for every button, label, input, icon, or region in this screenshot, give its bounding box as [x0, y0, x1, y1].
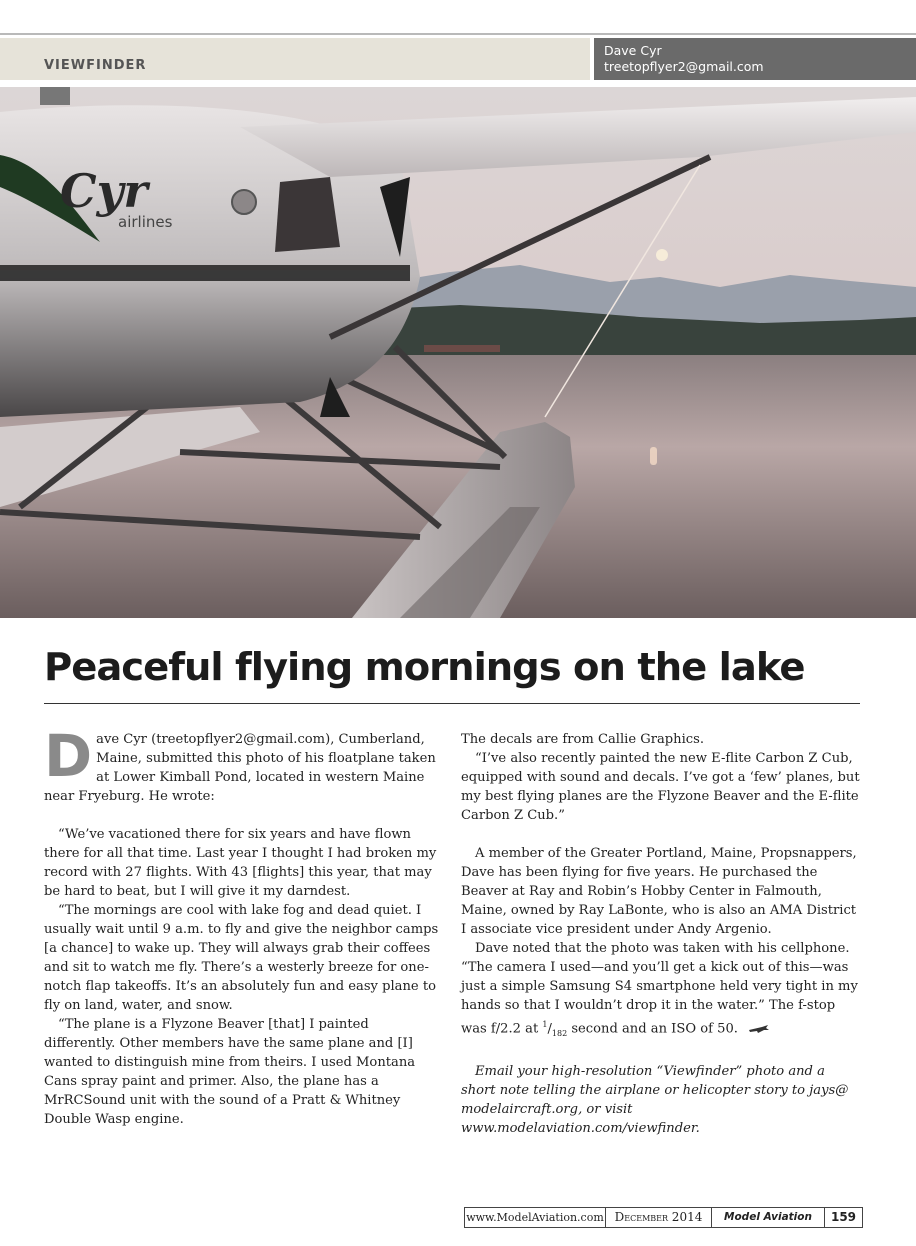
column-left [44, 722, 444, 1129]
paragraph-7: A member of the Greater Portland, Maine, Propsnappers, Dave has been flying for five years. He purchased the Beaver at Ray and Robin’s Hobby Center in Falmouth, Maine, owned by Ray LaBonte, who is also an AMA District I associate vice president under Andy Argenio. [461, 846, 857, 937]
fuselage-stripe [0, 265, 410, 281]
footer-magazine: Model Aviation [712, 1208, 825, 1227]
footer-issue: December 2014 [606, 1208, 712, 1227]
decal-text: Cyr [60, 164, 148, 218]
paragraph-4: “The plane is a Flyzone Beaver [that] I painted differently. Other members have the same plane and [I] wanted to distinguish mine from theirs. I used Montana Cans spray paint and primer. Also, the plane has a MrRCSound unit with the sound of a Pratt & Whitney Double Wasp engine. [44, 1017, 416, 1127]
sun-reflection [650, 447, 657, 465]
page-number: 159 [830, 1210, 857, 1224]
column-right [461, 730, 861, 1138]
callout-text: Email your high-resolution “Viewfinder” photo and a short note telling the airplane or helicopter story to jays@ modelaircraft.org, or visit www.modelaviation.com/viewfinder. [461, 1063, 849, 1136]
antenna-base [40, 87, 70, 105]
author-email[interactable]: treetopflyer2@gmail.com [604, 59, 764, 74]
porthole-window [232, 190, 256, 214]
paragraph-intro [44, 722, 444, 806]
footer-url[interactable]: www.ModelAviation.com [465, 1208, 606, 1227]
author-box [594, 38, 916, 80]
title-rule [44, 703, 860, 704]
decal-subtext: airlines [118, 213, 173, 231]
floatplane-photo [0, 87, 916, 618]
cockpit-window [275, 177, 340, 252]
paragraph-2: “We’ve vacationed there for six years and have flown there for all that time. Last year I thought I had broken my record with 27 flights. With 43 [flights] this year, that may be hard to beat, but I will give it my darndest. [44, 827, 437, 899]
paragraph-6: “I’ve also recently painted the new E-flite Carbon Z Cub, equipped with sound and decals. I’ve got a ‘few’ planes, but my best flying planes are the Flyzone Beaver and the E-flite Carbon Z Cub.” [461, 751, 860, 823]
section-label: VIEWFINDER [44, 58, 147, 73]
paragraph-3: “The mornings are cool with lake fog and dead quiet. I usually wait until 9 a.m. to fly and give the neighbor camps [a chance] to wake up. They will always grab their coffees and sit to watch me fly. There’s a westerly breeze for one-notch flap takeoffs. It’s an absolutely fun and easy plane to fly on land, water, and snow. [44, 903, 439, 1013]
top-rule [0, 33, 916, 35]
callout-box [461, 1062, 861, 1138]
fraction-numerator: 1 [542, 1020, 548, 1029]
paragraph-8-end: second and an ISO of 50. [567, 1021, 738, 1037]
airplane-end-icon [748, 1024, 770, 1034]
article-title: Peaceful flying mornings on the lake [44, 645, 805, 690]
section-bar [0, 38, 590, 80]
author-name: Dave Cyr [604, 43, 662, 58]
paragraph-8-text: Dave noted that the photo was taken with his cellphone. “The camera I used—and you’ll get a kick out of this—was just a simple Samsung S4 smartphone held very tight in my hands so that I wouldn’t drop it in the water.” The f-stop was f/2.2 at [461, 941, 858, 1037]
paragraph-intro-text: ave Cyr (treetopflyer2@gmail.com), Cumberland, Maine, submitted this photo of his floatplane taken at Lower Kimball Pond, located in western Maine near Fryeburg. He wrote: [44, 732, 436, 804]
paragraph-5: The decals are from Callie Graphics. [461, 732, 705, 747]
drop-cap: D [44, 722, 93, 790]
sun [656, 249, 668, 261]
fraction-denominator: 182 [551, 1028, 568, 1038]
dock [424, 345, 500, 352]
paragraph-8: Dave noted that the photo was taken with his cellphone. “The camera I used—and you’ll get a kick out of this—was just a simple Samsung S4 smartphone held very tight in my hands so that I wouldn’t drop it in the water.” The f-stop was f/2.2 at $^1/_{182}$ second and an ISO of 50. [461, 941, 858, 1038]
page-footer [464, 1207, 863, 1228]
